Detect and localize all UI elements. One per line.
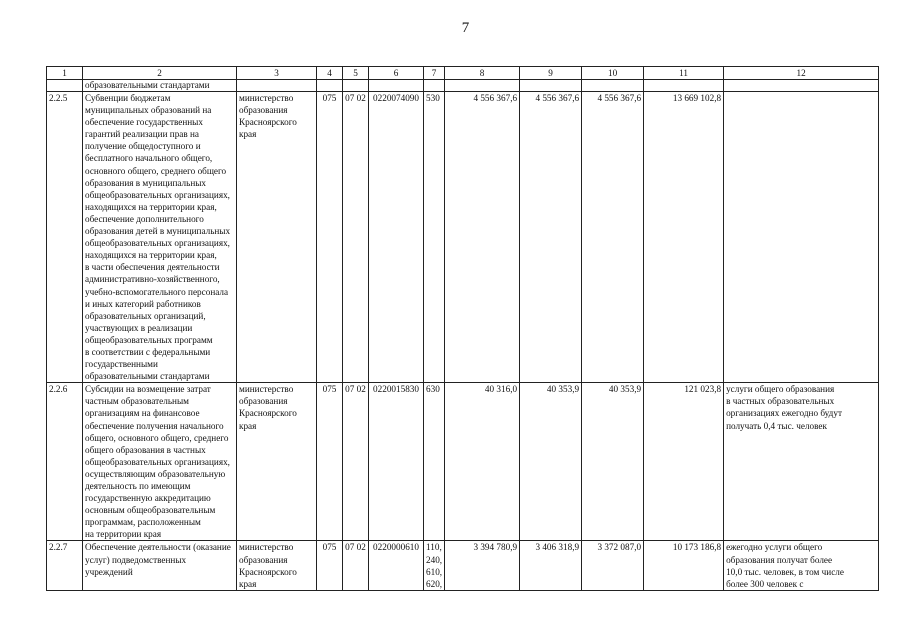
column-number: 10 [582,67,644,80]
year2-amount: 40 353,9 [520,383,582,541]
rzpr-code: 07 02 [343,383,369,541]
measure-name: Субвенции бюджетам муниципальных образований на обеспечение государственных гарантий реализации прав на получение общедоступного и бесплатного начального общего, основного общего, среднего общего образования в муниципальных общеобразовательных организациях, находящихся на территории края, обеспечение дополнительного образования детей в муниципальных общеобразовательных организациях, находящихся на территории края, в части обеспечения деятельности административно-хозяйственного, учебно-вспомогательного персонала и иных категорий работников образовательных организаций, участвующих в реализации общеобразовательных программ в соответствии с федеральными государственными образовательными стандартами [83,92,237,383]
executor: министерство образования Красноярского края [237,92,317,383]
row-number: 2.2.7 [47,541,83,590]
row-number: 2.2.6 [47,383,83,541]
grbs-code: 075 [317,92,343,383]
grbs-code: 075 [317,383,343,541]
expected-result: услуги общего образования в частных образовательных организациях ежегодно будут получать 0,4 тыс. человек [724,383,879,541]
vr-code: 110, 240, 610, 620, [424,541,445,590]
executor: министерство образования Красноярского края [237,541,317,590]
column-number: 2 [83,67,237,80]
program-table [46,66,879,591]
column-number: 12 [724,67,879,80]
measure-name: Субсидии на возмещение затрат частным образовательным организациям на финансовое обеспечение получения начального общего, основного общего, среднего общего образования в частных общеобразовательных организациях, осуществляющим образовательную деятельность по имеющим государственную аккредитацию основным общеобразовательным программам, расположенным на территории края [83,383,237,541]
column-number: 8 [445,67,520,80]
total-amount: 13 669 102,8 [644,92,724,383]
year1-amount: 4 556 367,6 [445,92,520,383]
column-number: 7 [424,67,445,80]
rzpr-code: 07 02 [343,92,369,383]
csr-code: 0220074090 [369,92,424,383]
expected-result: ежегодно услуги общего образования получат более 10,0 тыс. человек, в том числе более 300 человек с [724,541,879,590]
table-row [47,92,879,383]
table-row [47,383,879,541]
csr-code: 0220000610 [369,541,424,590]
continuation-text: образовательными стандартами [83,80,237,92]
year2-amount: 3 406 318,9 [520,541,582,590]
year1-amount: 40 316,0 [445,383,520,541]
total-amount: 10 173 186,8 [644,541,724,590]
column-number: 4 [317,67,343,80]
total-amount: 121 023,8 [644,383,724,541]
year3-amount: 4 556 367,6 [582,92,644,383]
expected-result [724,92,879,383]
row-number: 2.2.5 [47,92,83,383]
year1-amount: 3 394 780,9 [445,541,520,590]
vr-code: 530 [424,92,445,383]
grbs-code: 075 [317,541,343,590]
table-row [47,541,879,590]
continuation-row [47,80,879,92]
column-number: 1 [47,67,83,80]
executor: министерство образования Красноярского края [237,383,317,541]
year3-amount: 3 372 087,0 [582,541,644,590]
vr-code: 630 [424,383,445,541]
year3-amount: 40 353,9 [582,383,644,541]
page-number: 7 [461,20,470,36]
csr-code: 0220015830 [369,383,424,541]
year2-amount: 4 556 367,6 [520,92,582,383]
column-number: 11 [644,67,724,80]
rzpr-code: 07 02 [343,541,369,590]
column-number: 9 [520,67,582,80]
column-number-row [47,67,879,80]
column-number: 3 [237,67,317,80]
measure-name: Обеспечение деятельности (оказание услуг) подведомственных учреждений [83,541,237,590]
column-number: 6 [369,67,424,80]
column-number: 5 [343,67,369,80]
